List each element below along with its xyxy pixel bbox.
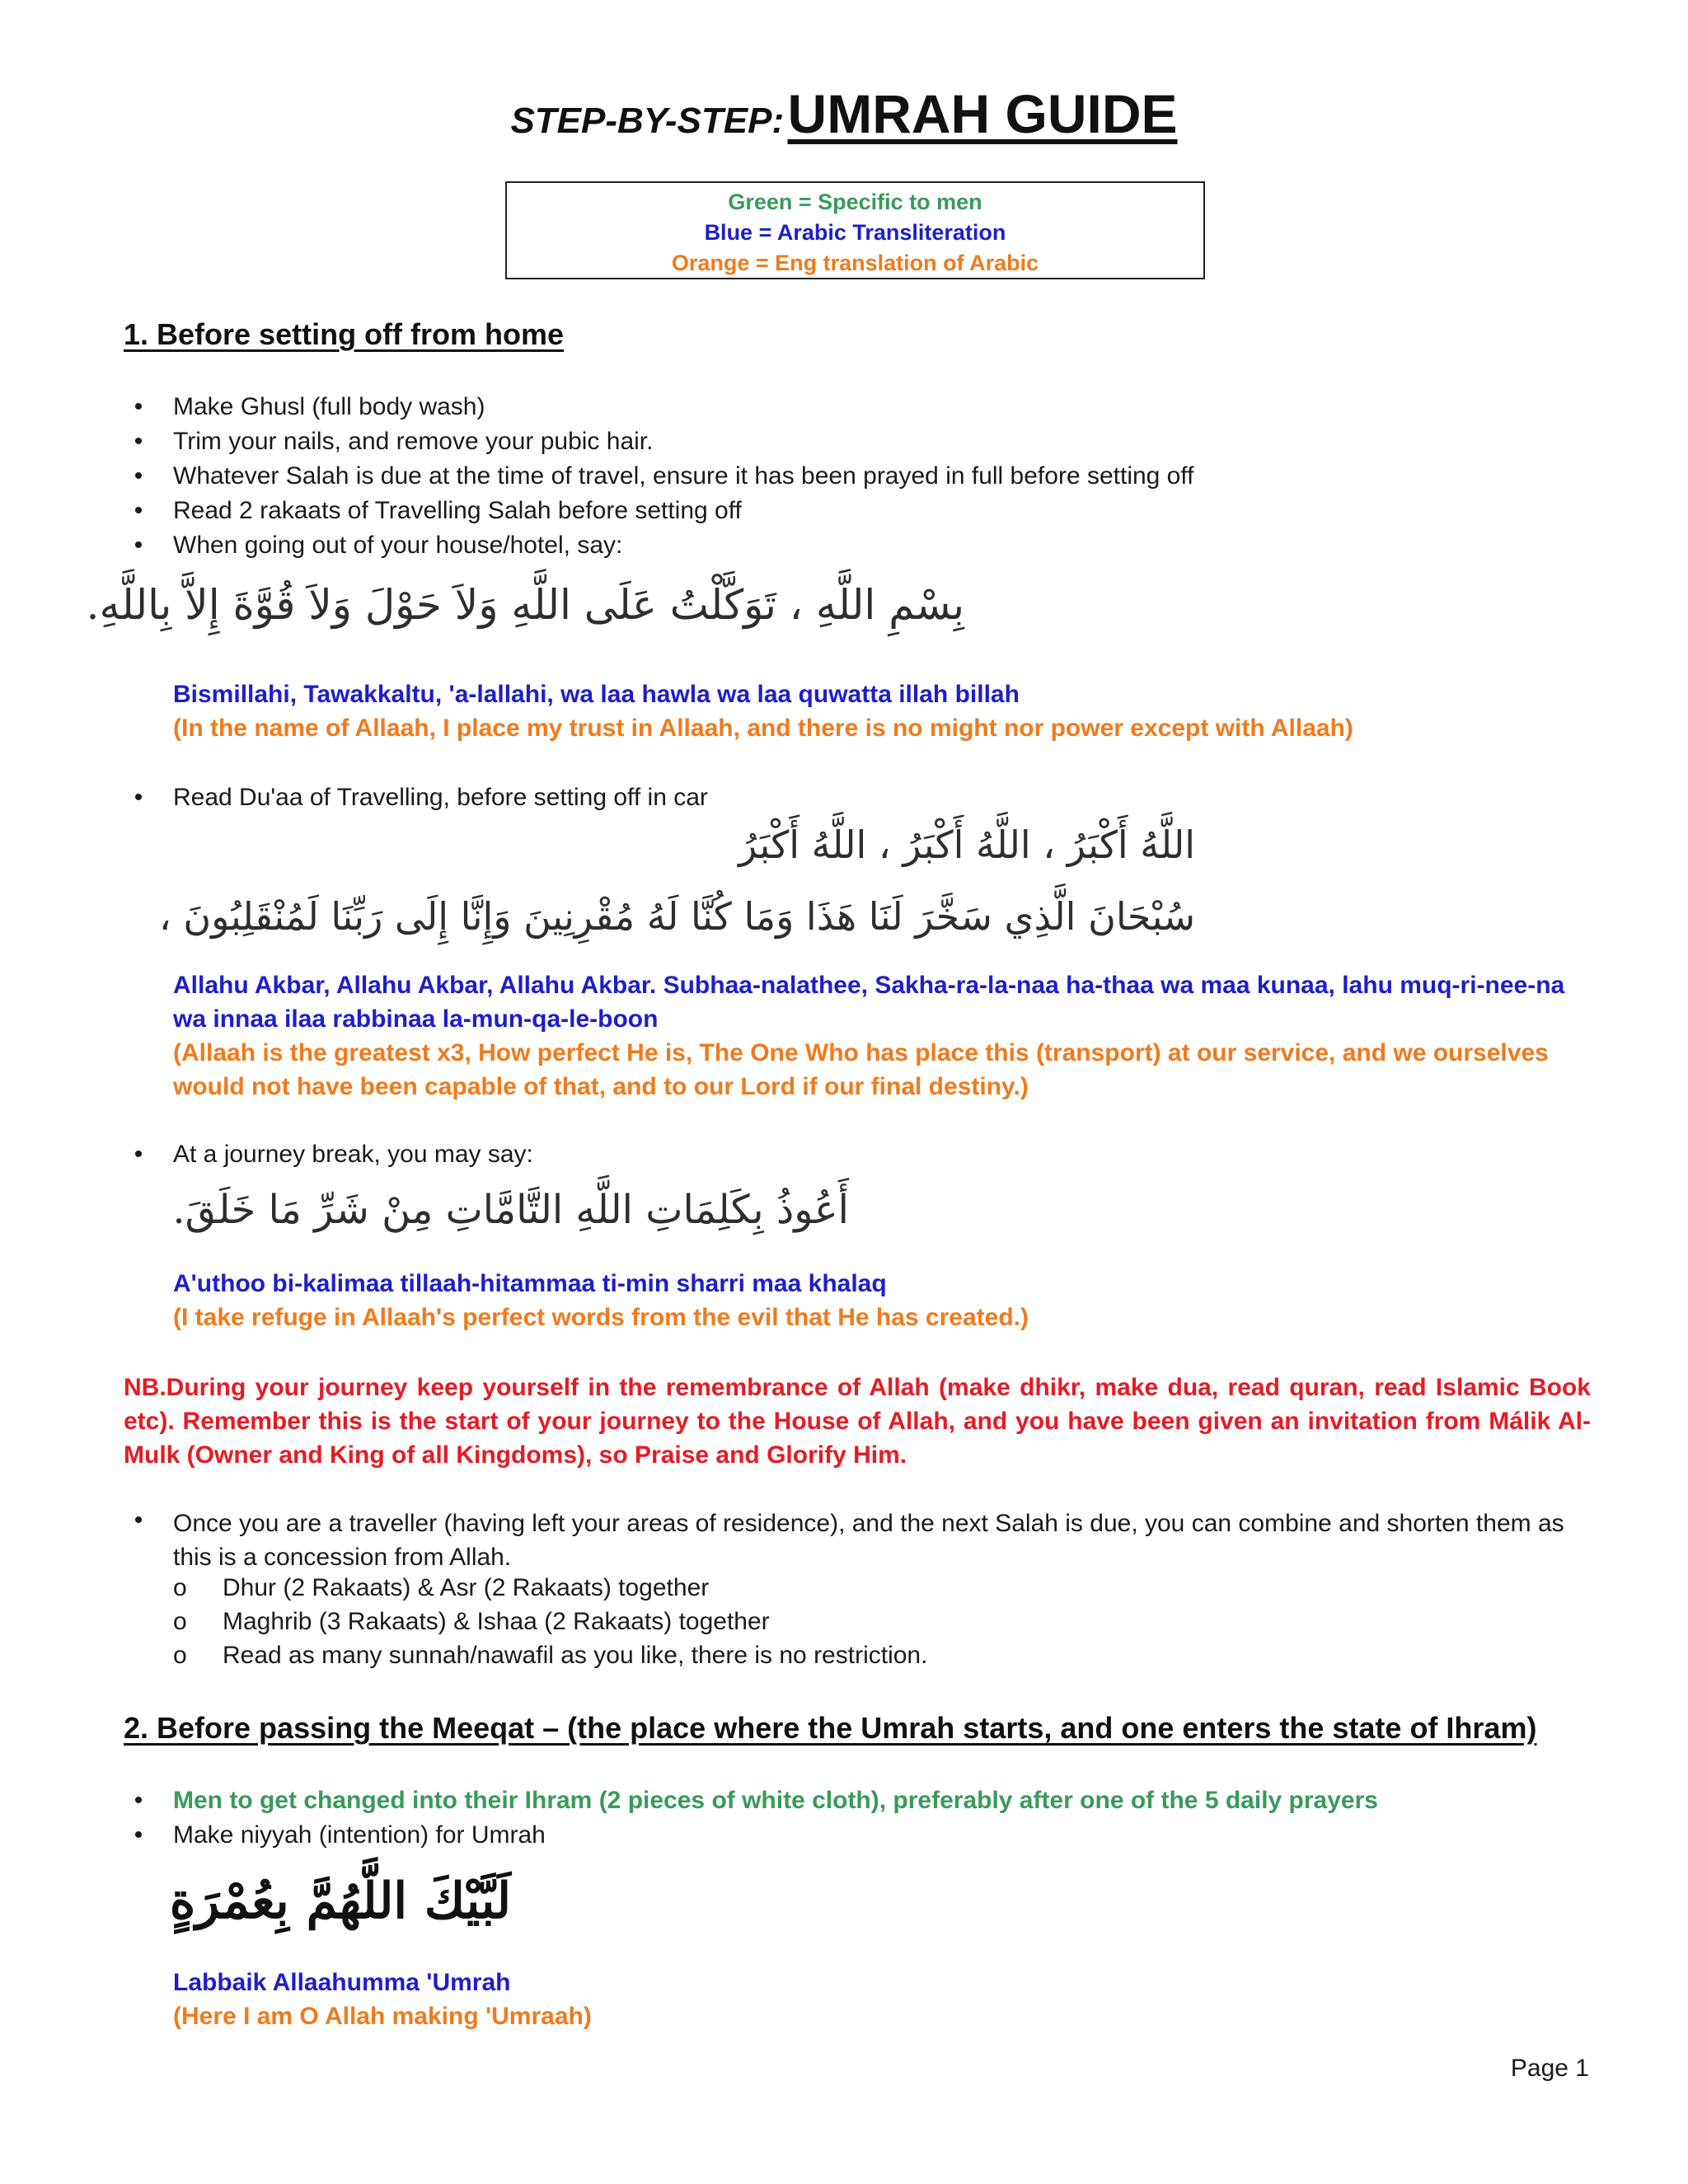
title-main: UMRAH GUIDE (787, 83, 1178, 144)
bullet-icon: • (134, 428, 143, 455)
traveller-concession-text: Once you are a traveller (having left your areas of residence), and the next Salah is due, you can combine and shorten them as this is a concession from Allah. (173, 1510, 1564, 1571)
arabic-niyyah: لَبَّيْكَ اللَّهُمَّ بِعُمْرَةٍ (169, 1872, 511, 1930)
translation-break: (I take refuge in Allaah's perfect words from the evil that He has created.) (173, 1304, 1029, 1331)
transliteration-leaving: Bismillahi, Tawakkaltu, 'a-lallahi, wa laa hawla wa laa quwatta illah billah (173, 681, 1020, 708)
translation-travel: (Allaah is the greatest x3, How perfect He is, The One Who has place this (transport) at our service, and we ourselves would not have been capable of that, and to our Lord if our final destiny.) (173, 1039, 1549, 1100)
legend-orange: Orange = Eng translation of Arabic (671, 251, 1039, 275)
circle-bullet-icon: o (173, 1608, 187, 1635)
circle-bullet-icon: o (173, 1574, 187, 1601)
transliteration-niyyah: Labbaik Allaahumma 'Umrah (173, 1969, 511, 1996)
bullet-icon: • (134, 497, 143, 524)
translation-leaving: (In the name of Allaah, I place my trust in Allaah, and there is no might nor power except with Allaah) (173, 715, 1353, 742)
section2-heading: 2. Before passing the Meeqat – (the place where the Umrah starts, and one enters the state of Ihram) (124, 1711, 1537, 1745)
bullet-icon: • (134, 1507, 143, 1534)
circle-bullet-icon: o (173, 1642, 187, 1669)
arabic-dua-travel-line2: سُبْحَانَ الَّذِي سَخَّرَ لَنَا هَذَا وَمَا كُنَّا لَهُ مُقْرِنِينَ وَإِنَّا إِلَى رَبِّنَا لَمُنْقَلِبُونَ ، (158, 894, 1195, 939)
bullet-icon: • (134, 393, 143, 420)
color-legend-box (505, 181, 1205, 279)
legend-blue: Blue = Arabic Transliteration (704, 220, 1006, 245)
bullet-icon: • (134, 1821, 143, 1849)
legend-green: Green = Specific to men (728, 190, 982, 214)
arabic-dua-travel-line1: اللَّهُ أَكْبَرُ ، اللَّهُ أَكْبَرُ ، اللَّهُ أَكْبَرُ (738, 823, 1195, 867)
document-page: STEP-BY-STEP: UMRAH GUIDE Green = Specific to men Blue = Arabic Transliteration Orange = Eng translation of Arabic 1. Before setting off from home • Make Ghusl (full body wash) • Trim your nails, and remove your pubic hair. • Whatever Salah is due at the time of travel, ensure it has been prayed in full before setting off • Read 2 rakaats of Travelling Salah before setting off • When going out of your house/hotel, say: بِسْمِ اللَّهِ ، تَوَكَّلْتُ عَلَى اللَّهِ وَلاَ حَوْلَ وَلاَ قُوَّةَ إِلاَّ بِاللَّهِ. Bismillahi, Tawakkaltu, 'a-lallahi, wa laa hawla wa laa quwatta illah billah (In the name of Allaah, I place my trust in Allaah, and there is no might nor power except with Allaah) • Read Du'aa of Travelling, before setting off in car اللَّهُ أَكْبَرُ ، اللَّهُ أَكْبَرُ ، اللَّهُ أَكْبَرُ سُبْحَانَ الَّذِي سَخَّرَ لَنَا هَذَا وَمَا كُنَّا لَهُ مُقْرِنِينَ وَإِنَّا إِلَى رَبِّنَا لَمُنْقَلِبُونَ ، Allahu Akbar, Allahu Akbar, Allahu Akbar. Subhaa-nalathee, Sakha-ra-la-naa ha-thaa wa maa kunaa, lahu muq-ri-nee-na wa innaa ilaa rabbinaa la-mun-qa-le-boon (Allaah is the greatest x3, How perfect He is, The One Who has place this (transport) at our service, and we ourselves would not have been capable of that, and to our Lord if our final destiny.) • At a journey break, you may say: أَعُوذُ بِكَلِمَاتِ اللَّهِ التَّامَّاتِ مِنْ شَرِّ مَا خَلَقَ. A'uthoo bi-kalimaa tillaah-hitammaa ti-min sharri maa khalaq (I take refuge in Allaah's perfect words from the evil that He has created.) NB.During your journey keep yourself in the remembrance of Allah (make dhikr, make dua, read quran, read Islamic Book etc). Remember this is the start of your journey to the House of Allah, and you have been given an invitation from Málik Al-Mulk (Owner and King of all Kingdoms), so Praise and Glorify Him. • Once you are a traveller (having left your areas of residence), and the next Salah is due, you can combine and shorten them as this is a concession from Allah. o Dhur (2 Rakaats) & Asr (2 Rakaats) together o Maghrib (3 Rakaats) & Ishaa (2 Rakaats) together o Read as many sunnah/nawafil as you like, there is no restriction. 2. Before passing the Meeqat – (the place where the Umrah starts, and one enters the state of Ihram) • Men to get changed into their Ihram (2 pieces of white cloth), preferably after one of the 5 daily prayers • Make niyyah (intention) for Umrah لَبَّيْكَ اللَّهُمَّ بِعُمْرَةٍ Labbaik Allaahumma 'Umrah (Here I am O Allah making 'Umraah) Page 1 (0, 0, 1688, 2184)
arabic-dua-break: أَعُوذُ بِكَلِمَاتِ اللَّهِ التَّامَّاتِ مِنْ شَرِّ مَا خَلَقَ. (172, 1187, 849, 1233)
section1-heading: 1. Before setting off from home (124, 317, 565, 351)
title-prefix: STEP-BY-STEP: (510, 101, 785, 141)
arabic-dua-leaving: بِسْمِ اللَّهِ ، تَوَكَّلْتُ عَلَى اللَّهِ وَلاَ حَوْلَ وَلاَ قُوَّةَ إِلاَّ بِاللَّهِ. (86, 581, 964, 629)
transliteration-travel: Allahu Akbar, Allahu Akbar, Allahu Akbar. Subhaa-nalathee, Sakha-ra-la-naa ha-thaa wa maa kunaa, lahu muq-ri-nee-na wa innaa ilaa rabbinaa la-mun-qa-le-boon (173, 972, 1565, 1033)
bullet-icon: • (134, 462, 143, 490)
page-title (0, 82, 1688, 145)
bullet-icon: • (134, 1787, 143, 1814)
transliteration-break: A'uthoo bi-kalimaa tillaah-hitammaa ti-min sharri maa khalaq (173, 1270, 887, 1297)
nb-note: NB.During your journey keep yourself in the remembrance of Allah (make dhikr, make dua, read quran, read Islamic Book etc). Remember this is the start of your journey to the House of Allah, and you have been given an invitation from Málik Al-Mulk (Owner and King of all Kingdoms), so Praise and Glorify Him. (124, 1374, 1591, 1469)
page-number: Page 1 (1510, 2055, 1589, 2082)
bullet-icon: • (134, 784, 143, 811)
translation-niyyah: (Here I am O Allah making 'Umraah) (173, 2003, 592, 2030)
bullet-icon: • (134, 532, 143, 559)
bullet-icon: • (134, 1141, 143, 1168)
